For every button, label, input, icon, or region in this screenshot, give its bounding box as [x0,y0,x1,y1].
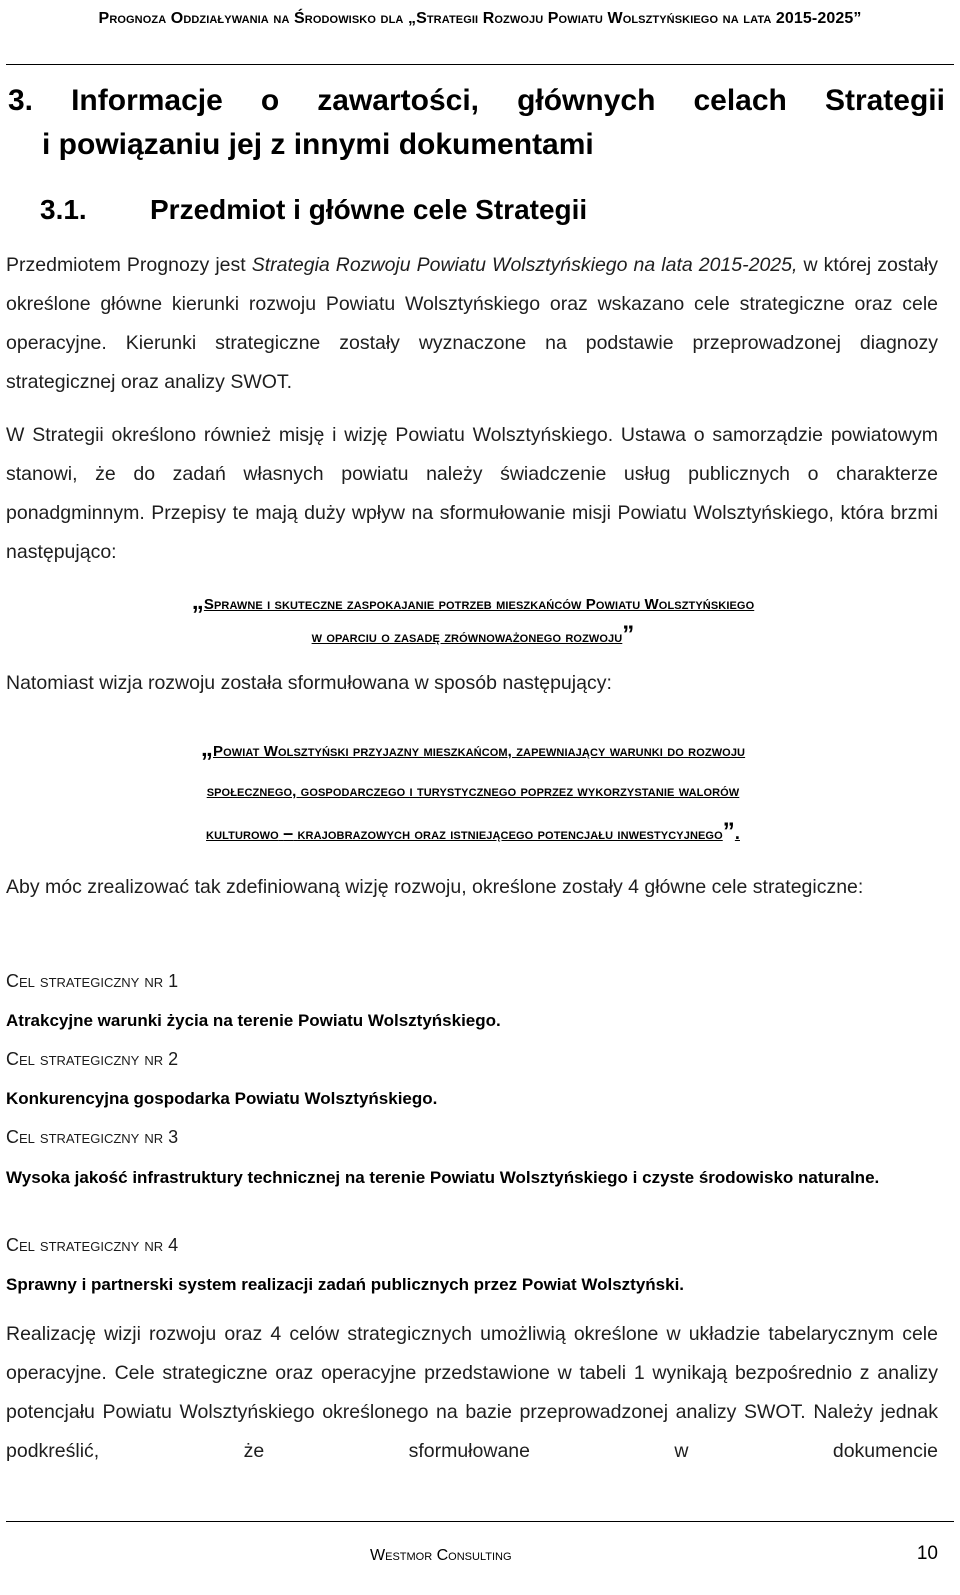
subsection-heading [40,188,740,232]
goal-label-2: Cel strategiczny nr 2 [6,1049,179,1069]
header-divider [6,64,954,65]
section-heading-line2: i powiązaniu jej z innymi dokumentami [42,128,594,161]
goal-label-3: Cel strategiczny nr 3 [6,1127,179,1147]
paragraph-vision-intro: Natomiast wizja rozwoju została sformułowana w sposób następujący: [6,672,612,694]
vision-statement: „Powiat Wolsztyński przyjazny mieszkańcom, zapewniający warunki do rozwoju społecznego, gospodarczego i turystycznego poprzez wykorzystanie walorów kulturowo – krajobrazowych oraz istniejącego potencjału inwestycyjnego”. [200,735,746,845]
goal-text-1: Atrakcyjne warunki życia na terenie Powiatu Wolsztyńskiego. [6,1011,501,1030]
running-header: Prognoza Oddziaływania na Środowisko dla „Strategii Rozwoju Powiatu Wolsztyńskiego na lata 2015-2025” [98,10,862,27]
section-heading [8,79,945,167]
strategy-title-italic: Strategia Rozwoju Powiatu Wolsztyńskiego na lata 2015-2025, [251,254,798,276]
footer-divider [6,1521,954,1522]
goal-text-3: Wysoka jakość infrastruktury technicznej na terenie Powiatu Wolsztyńskiego i czyste środowisko naturalne. [6,1168,880,1187]
section-heading-line1: 3. Informacje o zawartości, głównych celach Strategii [8,84,945,117]
subsection-number: 3.1. [40,194,87,225]
footer-company: Westmor Consulting [370,1547,512,1564]
mission-statement: „Sprawne i skuteczne zaspokajanie potrzeb mieszkańców Powiatu Wolsztyńskiego w oparciu o zasadę zrównoważonego rozwoju” [191,588,755,648]
paragraph-goals-intro: Aby móc zrealizować tak zdefiniowaną wizję rozwoju, określone zostały 4 główne cele strategiczne: [6,876,864,898]
page-number: 10 [916,1543,938,1564]
goal-label-4: Cel strategiczny nr 4 [6,1235,179,1255]
goal-label-1: Cel strategiczny nr 1 [6,971,179,991]
goal-text-4: Sprawny i partnerski system realizacji zadań publicznych przez Powiat Wolsztyński. [6,1275,685,1294]
subsection-title: Przedmiot i główne cele Strategii [150,194,588,225]
goal-text-2: Konkurencyjna gospodarka Powiatu Wolsztyńskiego. [6,1089,438,1108]
paragraph-mission-intro: W Strategii określono również misję i wizję Powiatu Wolsztyńskiego. Ustawa o samorządzie powiatowym stanowi, że do zadań własnych powiatu należy świadczenie usług publicznych o charakterze ponadgminnym. Przepisy te mają duży wpływ na sformułowanie misji Powiatu Wolsztyńskiego, która brzmi następująco: [6,424,938,563]
paragraph-subject: Przedmiotem Prognozy jest Strategia Rozwoju Powiatu Wolsztyńskiego na lata 2015-2025, w której zostały określone główne kierunki rozwoju Powiatu Wolsztyńskiego oraz wskazano cele strategiczne oraz cele operacyjne. Kierunki strategiczne zostały wyznaczone na podstawie przeprowadzonej diagnozy strategicznej oraz analizy SWOT. [6,254,938,393]
paragraph-realization: Realizację wizji rozwoju oraz 4 celów strategicznych umożliwią określone w układzie tabelarycznym cele operacyjne. Cele strategiczne oraz operacyjne przedstawione w tabeli 1 wynikają bezpośrednio z analizy potencjału Powiatu Wolsztyńskiego określonego na bazie przeprowadzonej analizy SWOT. Należy jednak podkreślić, że sformułowane w dokumencie [6,1323,938,1462]
